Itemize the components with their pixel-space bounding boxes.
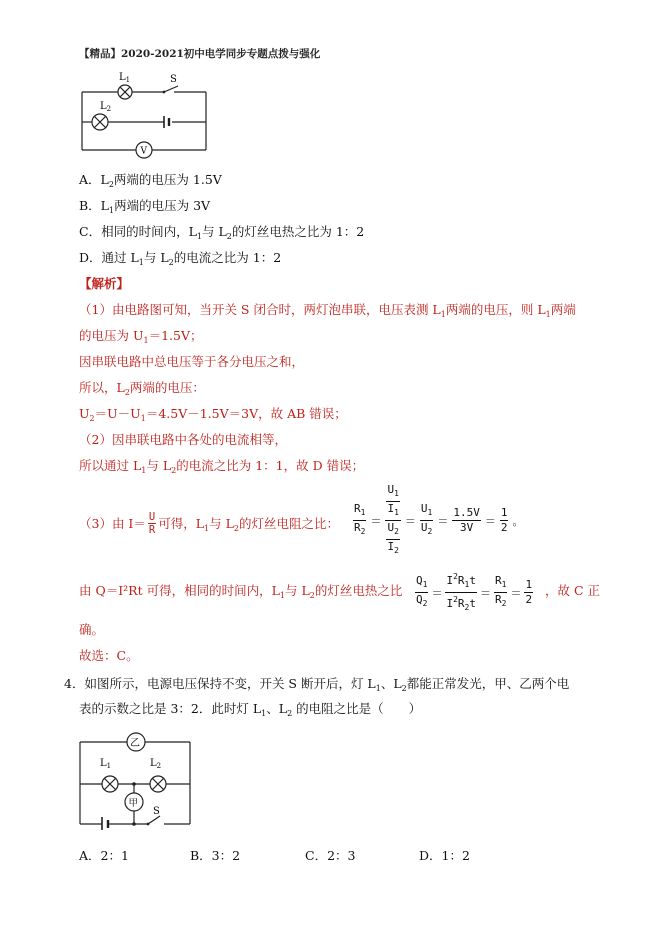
meter-yi-label: 乙 <box>130 738 140 749</box>
lamp2-l1-label: $L_1$ <box>100 758 112 770</box>
analysis-line-5: $U_2=U-U_1=4.5V-1.5V=3V$，故 AB 错误； <box>79 406 347 423</box>
analysis-title: 【解析】 <box>79 276 130 291</box>
analysis-line-6: （2）因串联电路中各处的电流相等， <box>79 432 287 447</box>
meter-jia-label: 甲 <box>128 798 139 809</box>
heat-ratio-formula: $\frac{Q_1}{Q_2}$ ＝ $\frac{I^2R_1t}{I^2R_2t}$ ＝ $\frac{R_1}{R_2}$ ＝ $\frac{1}{2}$ <box>416 572 533 612</box>
analysis-line-4: 所以，$L_2$两端的电压： <box>79 380 205 397</box>
lamp-l1-label: $L_1$ <box>119 72 131 84</box>
document-header: 【精品】2020-2021初中电学同步专题点拨与强化 <box>79 48 321 60</box>
answer-a: A．2：1 <box>79 848 129 863</box>
circuit-diagram-2 <box>78 728 198 830</box>
voltmeter-label: V <box>140 146 147 157</box>
switch-label: S <box>170 74 177 85</box>
circuit-diagram-1 <box>78 64 218 164</box>
analysis-line-9-end: ，故 C 正 <box>545 583 601 598</box>
analysis-line-1: （1）由电路图可知，当开关 S 闭合时，两灯泡串联，电压表测 $L_1$两端的电压，则 $L_1$两端 <box>79 302 576 319</box>
analysis-line-3: 因串联电路中总电压等于各分电压之和， <box>79 354 305 369</box>
analysis-answer: 故选：C。 <box>79 648 139 663</box>
answer-c: C．2：3 <box>305 848 356 863</box>
switch2-label: S <box>153 806 160 817</box>
analysis-line-10: 确。 <box>79 622 105 637</box>
analysis-line-9: 由 Q＝I²Rt 可得，相同的时间内，$L_1$与 $L_2$的灯丝电热之比 <box>79 583 403 600</box>
resistance-ratio-formula: $\frac{R_1}{R_2}$ ＝ $\frac{\frac{U_1}{I_1}}{\frac{U_2}{I_2}}$ ＝ $\frac{U_1}{U_2}$ ＝ $\frac{1.5V}{3V}$ ＝ $\frac{1}{2}$ 。 <box>354 483 524 555</box>
option-b: B．$L_1$两端的电压为 3V <box>79 198 211 215</box>
answer-b: B．3：2 <box>190 848 241 863</box>
question-4-line-2: 表的示数之比是 3：2．此时灯 $L_1$、$L_2$ 的电阻之比是（ ） <box>79 701 422 718</box>
analysis-line-2: 的电压为 $U_1=1.5V$； <box>79 328 203 345</box>
analysis-line-8: （3）由 I＝ $\frac{U}{R}$ 可得，$L_1$与 $L_2$的灯丝电阻之比： <box>79 511 339 536</box>
lamp-l2-label: $L_2$ <box>100 101 112 113</box>
option-a: A．$L_2$两端的电压为 1.5V <box>79 172 222 189</box>
question-4-line-1: 4．如图所示，电源电压保持不变，开关 S 断开后，灯 $L_1$、$L_2$都能正常发光，甲、乙两个电 <box>64 676 570 693</box>
option-c: C．相同的时间内，$L_1$与 $L_2$的灯丝电热之比为 1：2 <box>79 224 365 241</box>
option-d: D．通过 $L_1$与 $L_2$的电流之比为 1：2 <box>79 250 282 267</box>
lamp2-l2-label: $L_2$ <box>150 758 162 770</box>
analysis-line-7: 所以通过 $L_1$与 $L_2$的电流之比为 1：1，故 D 错误； <box>79 458 365 475</box>
answer-d: D．1：2 <box>419 848 470 863</box>
